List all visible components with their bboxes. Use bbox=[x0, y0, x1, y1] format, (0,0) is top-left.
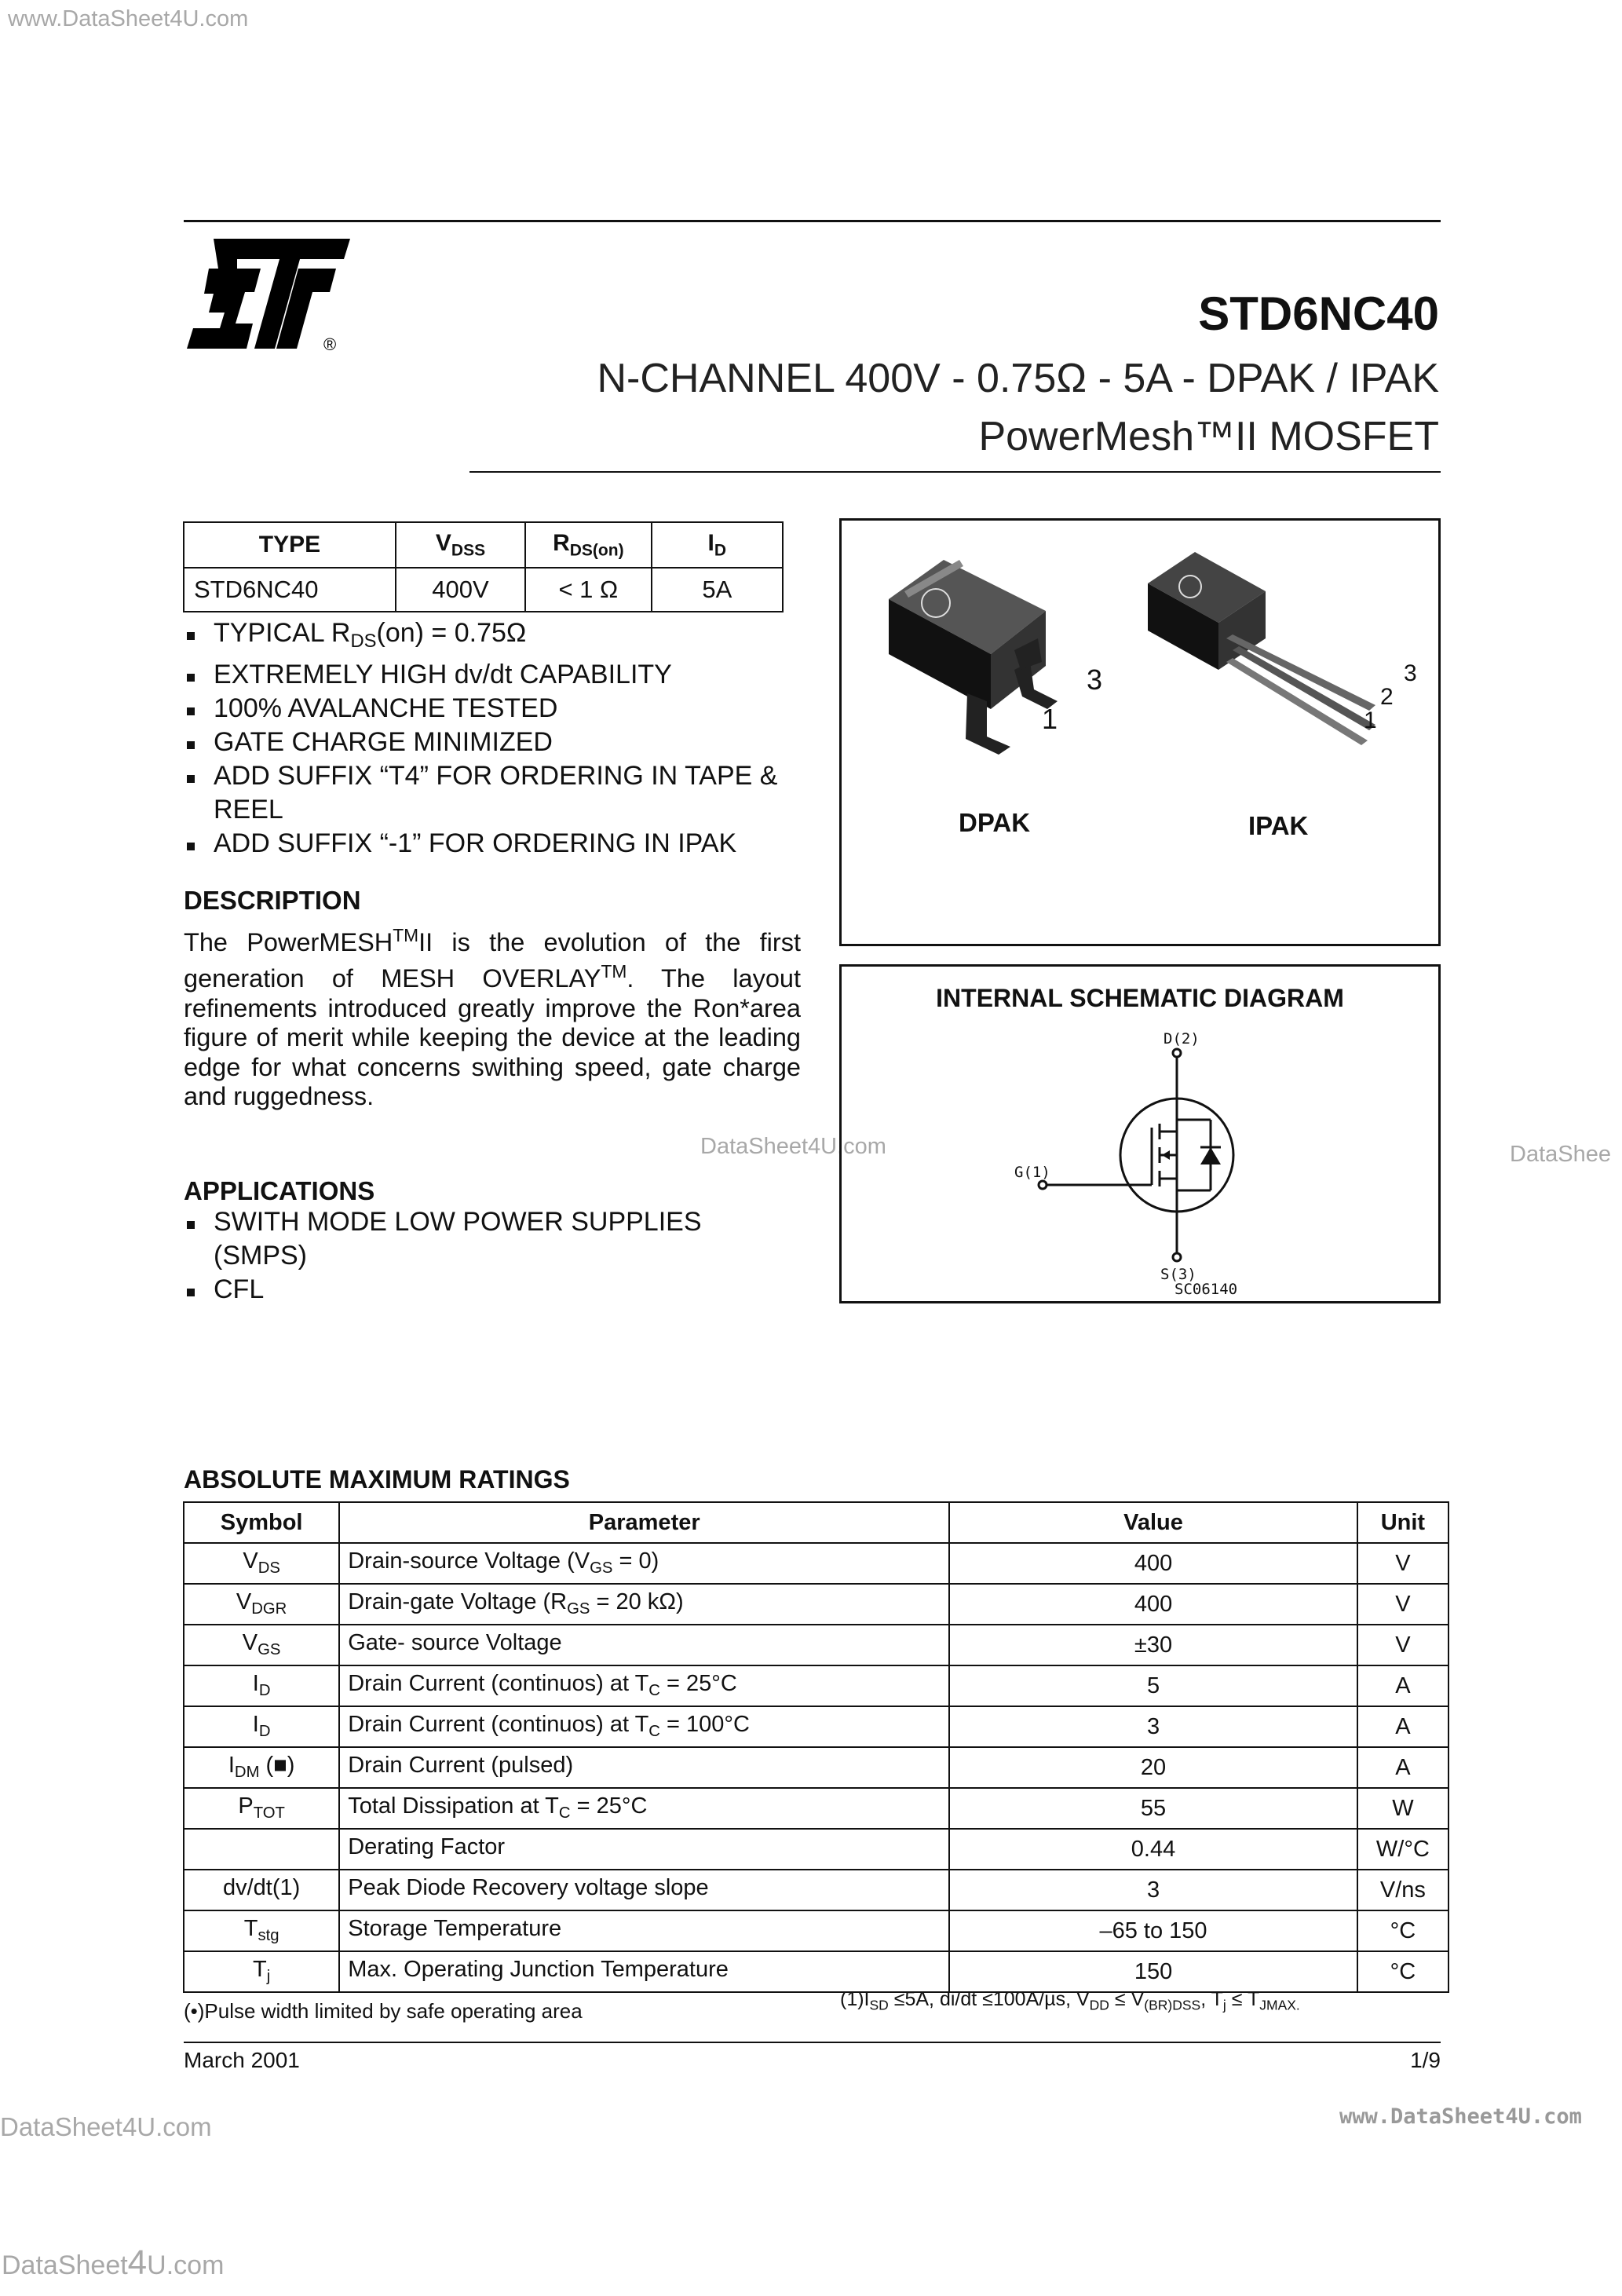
symbol-col-header: Symbol bbox=[184, 1502, 339, 1543]
feature-item: EXTREMELY HIGH dv/dt CAPABILITY bbox=[184, 658, 812, 692]
description-text: The PowerMESH™II is the evolution of the first generation of MESH OVERLAY™. The layout refinements introduced greatly improve the Ron*area figure of merit while keeping the device at the leading edge for what concerns swithing speed, gate charge and ruggedness. bbox=[184, 925, 801, 1111]
ratings-row bbox=[184, 1951, 1448, 1992]
unit-cell: A bbox=[1357, 1747, 1448, 1788]
feature-item: TYPICAL $R_{DS}(on) = 0.75\Omega$ bbox=[184, 616, 812, 658]
schematic-title: INTERNAL SCHEMATIC DIAGRAM bbox=[936, 984, 1344, 1012]
footer-date: March 2001 bbox=[184, 2048, 300, 2072]
dpak-pin3: 3 bbox=[1087, 664, 1103, 696]
symbol-cell: dv/dt(1) bbox=[184, 1870, 339, 1910]
subtitle-line2: PowerMesh™II MOSFET bbox=[978, 414, 1439, 459]
schematic-box bbox=[839, 964, 1441, 1303]
st-logo bbox=[182, 237, 355, 353]
symbol-cell: $T_j$ bbox=[184, 1951, 339, 1992]
applications-heading: APPLICATIONS bbox=[184, 1176, 375, 1205]
value-cell: 5 bbox=[949, 1665, 1357, 1706]
watermark-bottom-right: www.DataSheet4U.com bbox=[1339, 2104, 1582, 2129]
ratings-row bbox=[184, 1706, 1448, 1747]
feature-item: ADD SUFFIX “T4” FOR ORDERING IN TAPE & REEL bbox=[184, 759, 810, 827]
parameter-cell: Drain-source Voltage $(V_{GS} = 0)$ bbox=[339, 1543, 949, 1584]
id-col-header: $I_D$ bbox=[652, 522, 783, 568]
registered-mark: ® bbox=[323, 335, 337, 353]
symbol-cell: $V_{GS}$ bbox=[184, 1625, 339, 1665]
ipak-pin1: 1 bbox=[1364, 707, 1377, 733]
type-cell: STD6NC40 bbox=[184, 568, 396, 612]
footer-rule bbox=[184, 2042, 1441, 2043]
ipak-pin2: 2 bbox=[1380, 684, 1394, 710]
symbol-cell: $T_{stg}$ bbox=[184, 1910, 339, 1951]
type-col-header: TYPE bbox=[184, 522, 396, 568]
value-cell: 400 bbox=[949, 1584, 1357, 1625]
value-cell: ±30 bbox=[949, 1625, 1357, 1665]
dpak-pin1: 1 bbox=[1042, 703, 1058, 735]
ratings-row bbox=[184, 1625, 1448, 1665]
ratings-row bbox=[184, 1829, 1448, 1870]
ipak-pin3: 3 bbox=[1404, 660, 1417, 686]
symbol-cell: $I_{DM}$ (■) bbox=[184, 1747, 339, 1788]
parameter-cell: Storage Temperature bbox=[339, 1910, 949, 1951]
unit-cell: A bbox=[1357, 1665, 1448, 1706]
symbol-cell: $P_{TOT}$ bbox=[184, 1788, 339, 1829]
feature-item: ADD SUFFIX “-1” FOR ORDERING IN IPAK bbox=[184, 827, 812, 861]
unit-cell: V bbox=[1357, 1543, 1448, 1584]
ratings-row bbox=[184, 1788, 1448, 1829]
note-pulse: (•)Pulse width limited by safe operating area bbox=[184, 1999, 583, 2023]
footer-page: 1/9 bbox=[1410, 2048, 1441, 2072]
parameter-col-header: Parameter bbox=[339, 1502, 949, 1543]
dpak-label: DPAK bbox=[959, 808, 1031, 837]
header-rule-bottom bbox=[469, 471, 1441, 473]
applications-list bbox=[184, 1205, 749, 1307]
ratings-row bbox=[184, 1747, 1448, 1788]
ratings-row bbox=[184, 1543, 1448, 1584]
dpak-package-image bbox=[873, 544, 1109, 780]
source-label: S(3) bbox=[1160, 1266, 1196, 1283]
unit-col-header: Unit bbox=[1357, 1502, 1448, 1543]
ratings-heading: ABSOLUTE MAXIMUM RATINGS bbox=[184, 1465, 570, 1493]
parameter-cell: Gate- source Voltage bbox=[339, 1625, 949, 1665]
unit-cell: °C bbox=[1357, 1951, 1448, 1992]
parameter-cell: Derating Factor bbox=[339, 1829, 949, 1870]
gate-label: G(1) bbox=[1014, 1164, 1050, 1181]
ratings-table bbox=[183, 1501, 1449, 1993]
vdss-col-header: $V_{DSS}$ bbox=[396, 522, 525, 568]
value-cell: 400 bbox=[949, 1543, 1357, 1584]
value-cell: 20 bbox=[949, 1747, 1357, 1788]
id-cell: 5A bbox=[652, 568, 783, 612]
symbol-cell: $V_{DGR}$ bbox=[184, 1584, 339, 1625]
unit-cell: A bbox=[1357, 1706, 1448, 1747]
unit-cell: V bbox=[1357, 1625, 1448, 1665]
parameter-cell: Drain Current (continuos) at $T_C = 25^\circ C$ bbox=[339, 1665, 949, 1706]
unit-cell: V/ns bbox=[1357, 1870, 1448, 1910]
unit-cell: V bbox=[1357, 1584, 1448, 1625]
package-box bbox=[839, 518, 1441, 946]
value-cell: –65 to 150 bbox=[949, 1910, 1357, 1951]
value-cell: 3 bbox=[949, 1870, 1357, 1910]
ipak-label: IPAK bbox=[1248, 811, 1309, 840]
ratings-row bbox=[184, 1584, 1448, 1625]
unit-cell: W/°C bbox=[1357, 1829, 1448, 1870]
value-cell: 55 bbox=[949, 1788, 1357, 1829]
type-table bbox=[183, 521, 784, 612]
watermark-footer-a: DataSheet bbox=[2, 2250, 128, 2280]
ratings-row bbox=[184, 1665, 1448, 1706]
value-cell: 150 bbox=[949, 1951, 1357, 1992]
watermark-mid-center: DataSheet4U.com bbox=[700, 1134, 886, 1159]
value-cell: 0.44 bbox=[949, 1829, 1357, 1870]
value-cell: 3 bbox=[949, 1706, 1357, 1747]
schematic-code: SC06140 bbox=[1174, 1281, 1238, 1298]
watermark-footer bbox=[2, 2243, 224, 2283]
parameter-cell: Drain Current (pulsed) bbox=[339, 1747, 949, 1788]
note-dvdt: $(1)I_{SD} \le 5A$, di/dt ≤100A/µs, $V_{DD} \le V_{(BR)DSS}$, $T_j \le T_{JMAX.}$ bbox=[840, 1988, 1300, 2013]
parameter-cell: Max. Operating Junction Temperature bbox=[339, 1951, 949, 1992]
parameter-cell: Total Dissipation at $T_C = 25^\circ C$ bbox=[339, 1788, 949, 1829]
parameter-cell: Drain Current (continuos) at $T_C = 100^\circ C$ bbox=[339, 1706, 949, 1747]
rdson-col-header: $R_{DS(on)}$ bbox=[525, 522, 652, 568]
ratings-row bbox=[184, 1910, 1448, 1951]
feature-list bbox=[184, 616, 812, 861]
application-item: CFL bbox=[184, 1273, 749, 1307]
watermark-bottom-left: DataSheet4U.com bbox=[0, 2112, 212, 2141]
ipak-package-image bbox=[1140, 536, 1423, 772]
watermark-mid-right: DataShee bbox=[1510, 1142, 1611, 1167]
symbol-cell bbox=[184, 1829, 339, 1870]
drain-label: D(2) bbox=[1164, 1030, 1200, 1047]
unit-cell: °C bbox=[1357, 1910, 1448, 1951]
description-heading: DESCRIPTION bbox=[184, 886, 361, 915]
parameter-cell: Peak Diode Recovery voltage slope bbox=[339, 1870, 949, 1910]
watermark-top-left: www.DataSheet4U.com bbox=[8, 6, 249, 31]
watermark-footer-b: 4 bbox=[127, 2243, 148, 2282]
vdss-cell: 400V bbox=[396, 568, 525, 612]
symbol-cell: $I_D$ bbox=[184, 1665, 339, 1706]
feature-item: 100% AVALANCHE TESTED bbox=[184, 692, 812, 726]
value-col-header: Value bbox=[949, 1502, 1357, 1543]
header-rule-top bbox=[184, 220, 1441, 222]
unit-cell: W bbox=[1357, 1788, 1448, 1829]
ratings-row bbox=[184, 1870, 1448, 1910]
symbol-cell: $I_D$ bbox=[184, 1706, 339, 1747]
subtitle-line1: N-CHANNEL 400V - 0.75Ω - 5A - DPAK / IPAK bbox=[597, 356, 1439, 401]
application-item: SWITH MODE LOW POWER SUPPLIES (SMPS) bbox=[184, 1205, 749, 1273]
rdson-cell: < 1 Ω bbox=[525, 568, 652, 612]
mosfet-schematic bbox=[1014, 1029, 1281, 1296]
watermark-footer-c: U.com bbox=[147, 2250, 225, 2280]
part-number: STD6NC40 bbox=[1198, 287, 1439, 340]
parameter-cell: Drain-gate Voltage ($R_{GS} = 20$ kΩ) bbox=[339, 1584, 949, 1625]
feature-item: GATE CHARGE MINIMIZED bbox=[184, 726, 812, 759]
symbol-cell: $V_{DS}$ bbox=[184, 1543, 339, 1584]
